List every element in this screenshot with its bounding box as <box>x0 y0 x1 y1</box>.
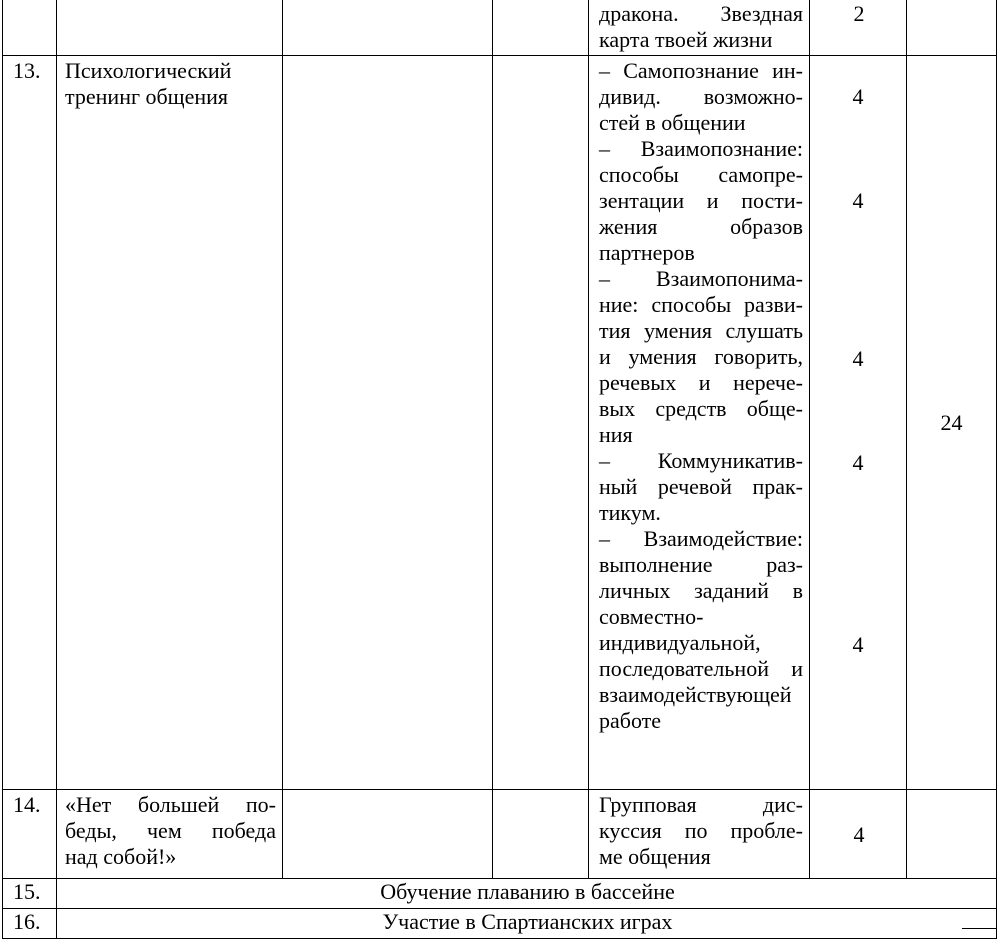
cell-number: 16. <box>3 909 57 939</box>
topic-line: – Самопознание ин- <box>599 58 803 83</box>
cell-title <box>57 790 283 879</box>
topic-line: – Взаимодействие: <box>599 526 803 551</box>
cell-empty <box>283 0 493 56</box>
table-edge-line <box>962 928 996 929</box>
hours-value: 4 <box>852 84 864 109</box>
table-row-16 <box>3 909 997 939</box>
topic-line: способы самопре- <box>599 162 803 187</box>
topic-line: тия умения слушать <box>599 318 803 343</box>
cell-topic <box>589 790 810 879</box>
cell-number: 13. <box>3 56 57 790</box>
topic-line: – Коммуникатив- <box>599 448 803 473</box>
topic-line: жения образов <box>599 214 803 239</box>
cell-activity: Обучение плаванию в бассейне <box>57 879 997 909</box>
topic-line: взаимодействующей <box>599 682 792 707</box>
cell-activity: Участие в Спартианских играх <box>57 909 997 939</box>
cell-total <box>907 790 997 879</box>
topic-line: индивидуальной, <box>599 630 761 655</box>
topic-line: работе <box>599 708 662 733</box>
cell-empty <box>493 790 589 879</box>
title-line: Психологический <box>65 58 232 83</box>
title-line: «Нет большей по- <box>65 792 276 817</box>
hours-value: 4 <box>852 450 864 475</box>
topic-line: ния <box>599 422 633 447</box>
topic-line: речевых и нерече- <box>599 370 803 395</box>
topic-line: партнеров <box>599 240 695 265</box>
cell-empty <box>283 790 493 879</box>
table-row-14 <box>3 790 997 879</box>
cell-empty <box>283 56 493 790</box>
cell-number <box>3 0 57 56</box>
table-row-13 <box>3 56 997 790</box>
topic-line: вых средств обще- <box>599 396 803 421</box>
table-row-15 <box>3 879 997 909</box>
table-row-12-tail <box>3 0 997 56</box>
topic-line: личных заданий в <box>599 578 803 603</box>
hours-value: 4 <box>852 188 864 213</box>
topic-line: последовательной и <box>599 656 803 681</box>
topic-line: ный речевой прак- <box>599 474 803 499</box>
title-line: над собой!» <box>65 844 177 869</box>
cell-title <box>57 0 283 56</box>
cell-total <box>907 0 997 56</box>
cell-empty <box>493 0 589 56</box>
title-line: беды, чем победа <box>65 818 276 843</box>
cell-hours: 2 <box>810 0 907 56</box>
cell-title <box>57 56 283 790</box>
topic-line: куссия по пробле- <box>599 818 803 843</box>
topic-line: – Взаимопознание: <box>599 136 803 161</box>
topic-line: зентации и пости- <box>599 188 803 213</box>
topic-line: совместно- <box>599 604 704 629</box>
topic-line: тикум. <box>599 500 661 525</box>
cell-topic <box>589 0 810 56</box>
cell-number: 14. <box>3 790 57 879</box>
topic-line: ние: способы разви- <box>599 292 803 317</box>
program-table <box>2 0 997 939</box>
cell-topic <box>589 56 810 790</box>
topic-line: карта твоей жизни <box>599 27 773 52</box>
topic-line: выполнение раз- <box>599 552 803 577</box>
topic-line: дракона. Звездная <box>599 1 803 26</box>
title-line: тренинг общения <box>65 84 229 109</box>
cell-hours: 4 <box>810 790 907 879</box>
topic-line: – Взаимопонима- <box>599 266 803 291</box>
cell-total: 24 <box>907 56 997 790</box>
hours-value: 4 <box>852 632 864 657</box>
topic-line: дивид. возможно- <box>599 84 803 109</box>
cell-number: 15. <box>3 879 57 909</box>
topic-line: Групповая дис- <box>599 792 803 817</box>
topic-line: и умения говорить, <box>599 344 803 369</box>
topic-line: стей в общении <box>599 110 746 135</box>
hours-value: 4 <box>852 346 864 371</box>
cell-hours <box>810 56 907 790</box>
topic-line: ме общения <box>599 844 711 869</box>
cell-empty <box>493 56 589 790</box>
